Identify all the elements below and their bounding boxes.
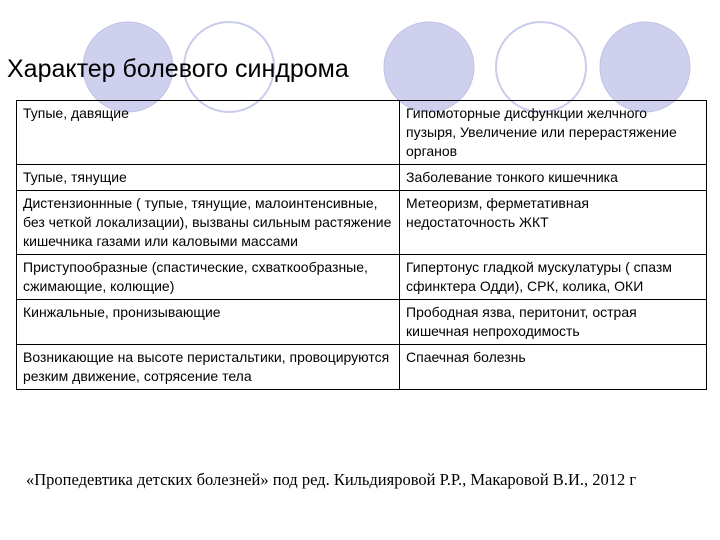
pain-character-cell: Возникающие на высоте перистальтики, провоцируются резким движение, сотрясение тела [17,345,400,390]
circle-filled-3 [600,22,690,112]
condition-cell: Гипомоторные дисфункции желчного пузыря, Увеличение или перерастяжение органов [400,101,707,165]
condition-cell: Заболевание тонкого кишечника [400,165,707,191]
table-row [17,191,707,255]
pain-character-cell: Тупые, тянущие [17,165,400,191]
condition-cell: Метеоризм, ферметативная недостаточность ЖКТ [400,191,707,255]
table-row [17,165,707,191]
condition-cell: Гипертонус гладкой мускулатуры ( спазм сфинктера Одди), СРК, колика, ОКИ [400,255,707,300]
table-row [17,255,707,300]
table-row [17,345,707,390]
table-row [17,300,707,345]
source-citation: «Пропедевтика детских болезней» под ред. Кильдияровой Р.Р., Макаровой В.И., 2012 г [26,470,637,489]
circle-ring-2 [496,22,586,112]
pain-character-cell: Тупые, давящие [17,101,400,165]
condition-cell: Спаечная болезнь [400,345,707,390]
pain-character-cell: Кинжальные, пронизывающие [17,300,400,345]
pain-syndrome-table [16,100,707,390]
table-row [17,101,707,165]
slide-title: Характер болевого синдрома [7,55,349,83]
condition-cell: Прободная язва, перитонит, острая кишечная непроходимость [400,300,707,345]
pain-character-cell: Приступообразные (спастические, схваткообразные, сжимающие, колющие) [17,255,400,300]
circle-filled-2 [384,22,474,112]
pain-character-cell: Дистензионнные ( тупые, тянущие, малоинтенсивные, без четкой локализации), вызваны сильным растяжение кишечника газами или каловыми массами [17,191,400,255]
